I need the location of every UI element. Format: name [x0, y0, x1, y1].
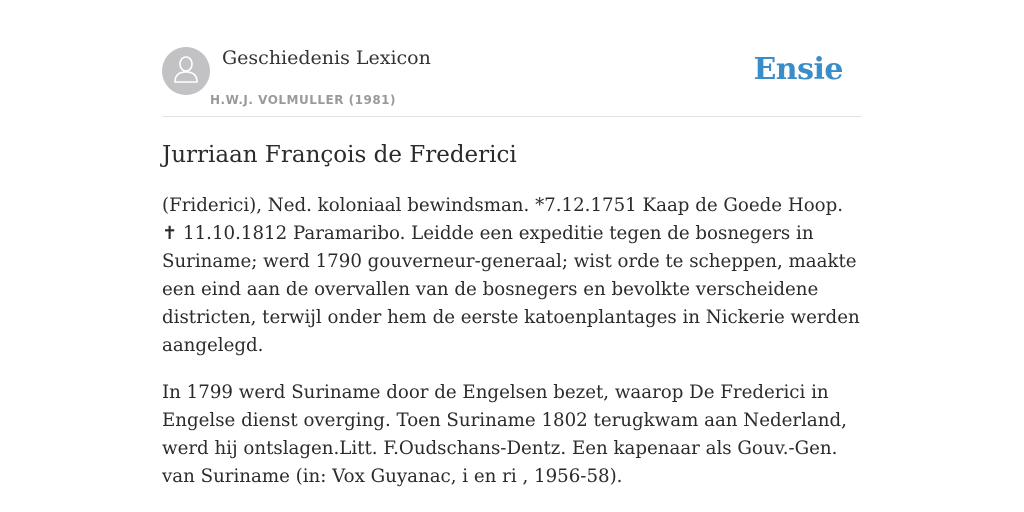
source-title[interactable]: Geschiedenis Lexicon — [222, 47, 431, 69]
brand-logo[interactable]: Ensie — [753, 52, 843, 87]
paragraph — [162, 192, 862, 360]
article-body — [162, 192, 862, 510]
source-header — [162, 46, 862, 117]
source-author[interactable]: H.W.J. VOLMULLER (1981) — [210, 93, 397, 107]
user-icon — [173, 55, 199, 88]
avatar[interactable] — [162, 47, 210, 95]
article-title: Jurriaan François de Frederici — [162, 142, 517, 168]
paragraph-text: (Friderici), Ned. koloniaal bewindsman. *7.12.1751 Kaap de Goede Hoop. — [162, 195, 844, 216]
death-cross-icon: ✝ — [162, 223, 178, 244]
paragraph-text: 11.10.1812 Paramaribo. Leidde een expeditie tegen de bosnegers in Suriname; werd 1790 gouverneur-generaal; wist orde te scheppen, maakte een eind aan de overvallen van de bosnegers en bevolkte verscheidene districten, terwijl onder hem de eerste katoenplantages in Nickerie werden aangelegd. — [162, 223, 860, 356]
paragraph: In 1799 werd Suriname door de Engelsen bezet, waarop De Frederici in Engelse dienst overging. Toen Suriname 1802 terugkwam aan Nederland, werd hij ontslagen.Litt. F.Oudschans-Dentz. Een kapenaar als Gouv.-Gen. van Suriname (in: Vox Guyanac, i en ri , 1956-58). — [162, 382, 847, 487]
